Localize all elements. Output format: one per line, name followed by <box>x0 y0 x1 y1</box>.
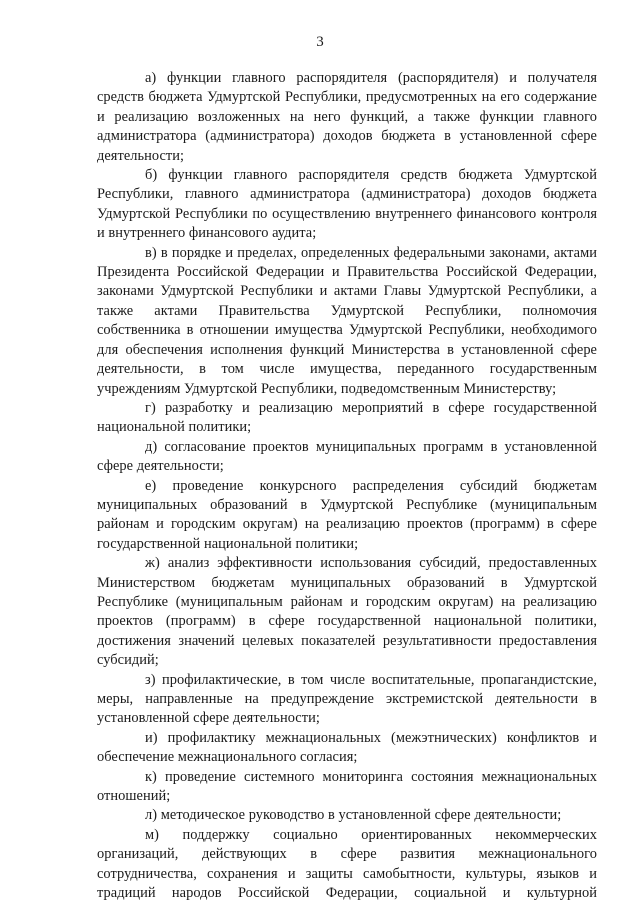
list-item-zh: ж) анализ эффективности использования субсидий, предоставленных Министерством бюджетам муниципальных образований в Удмуртской Республике (муниципальным районам и городским округам) на реализацию проектов (программ) в сфере государственной национальной политики, достижения значений целевых показателей результативности предоставления субсидий; <box>97 555 597 669</box>
list-item-l: л) методическое руководство в установленной сфере деятельности; <box>145 807 562 824</box>
list-item-e: е) проведение конкурсного распределения субсидий бюджетам муниципальных образований в Удмуртской Республике (муниципальным районам и городским округам) на реализацию проектов (программ) в сфере государственной национальной политики; <box>97 477 597 552</box>
list-item-k: к) проведение системного мониторинга состояния межнациональных отношений; <box>97 768 597 805</box>
page-number: 3 <box>316 34 324 50</box>
document-body <box>97 69 597 903</box>
list-item-d: д) согласование проектов муниципальных программ в установленной сфере деятельности; <box>97 438 597 475</box>
list-item-g: г) разработку и реализацию мероприятий в сфере государственной национальной политики; <box>97 399 597 436</box>
list-item-v: в) в порядке и пределах, определенных федеральными законами, актами Президента Российской Федерации и Правительства Российской Федерации, законами Удмуртской Республики и актами Главы Удмуртской Республики, а также актами Правительства Удмуртской Республики, полномочия собственника в отношении имущества Удмуртской Республики, необходимого для обеспечения исполнения функций Министерства в установленной сфере деятельности, в том числе имущества, переданного государственным учреждениям Удмуртской Республики, подведомственным Министерству; <box>97 244 597 397</box>
list-item-a: а) функции главного распорядителя (распорядителя) и получателя средств бюджета Удмуртской Республики, предусмотренных на его содержание и реализацию возложенных на него функций, а также функции главного администратора (администратора) доходов бюджета в установленной сфере деятельности; <box>97 70 597 164</box>
list-item-i: и) профилактику межнациональных (межэтнических) конфликтов и обеспечение межнационального согласия; <box>97 729 597 766</box>
list-item-b: б) функции главного распорядителя средств бюджета Удмуртской Республики, главного администратора (администратора) доходов бюджета Удмуртской Республики по осуществлению внутреннего финансового контроля и внутреннего финансового аудита; <box>97 167 597 242</box>
list-item-z: з) профилактические, в том числе воспитательные, пропагандистские, меры, направленные на предупреждение экстремистской деятельности в установленной сфере деятельности; <box>97 671 597 727</box>
list-item-m: м) поддержку социально ориентированных некоммерческих организаций, действующих в сфере развития межнационального сотрудничества, сохранения и защиты самобытности, культуры, языков и традиций народов Российской Федерации, социальной и культурной <box>97 826 597 902</box>
